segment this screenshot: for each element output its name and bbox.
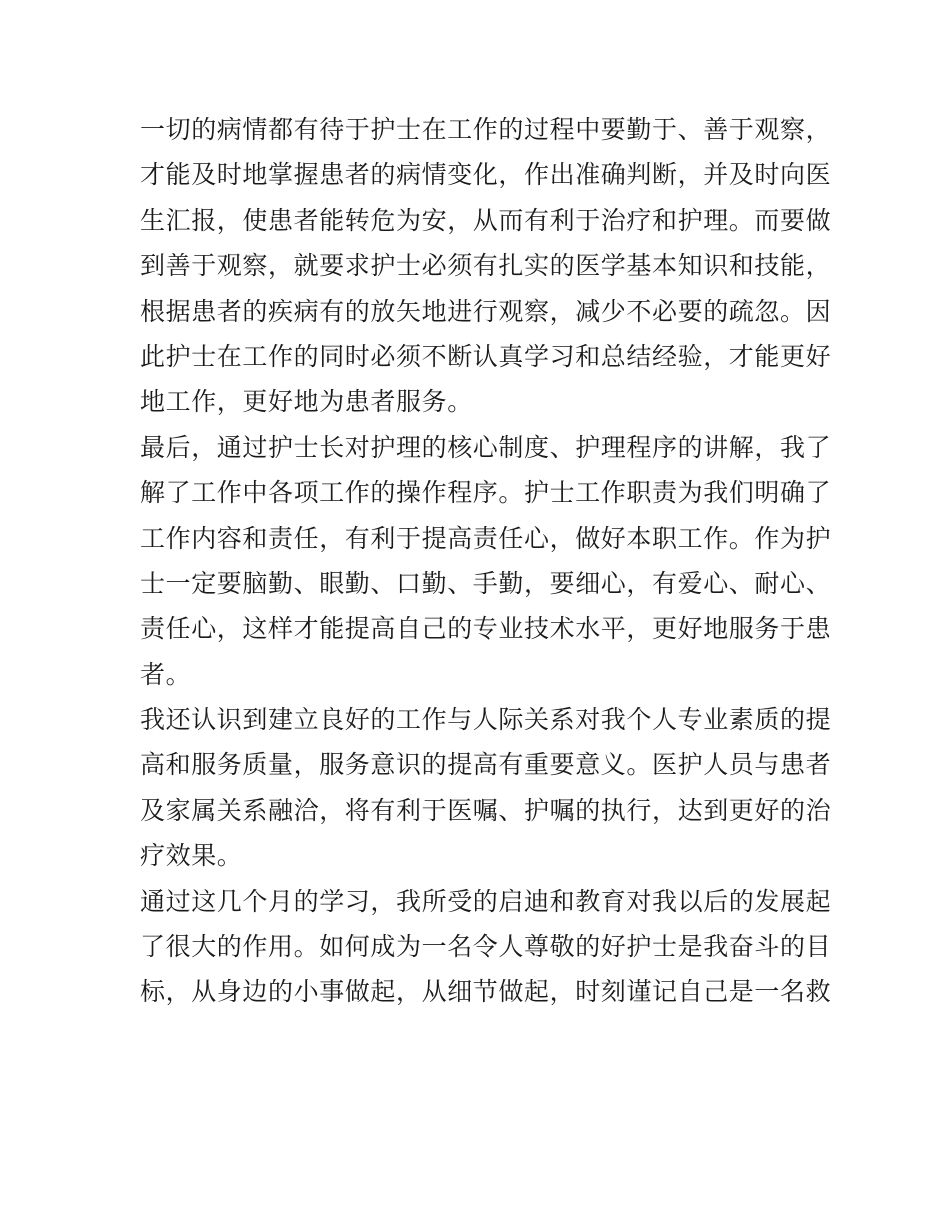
text-line: 疗效果。 — [140, 841, 243, 871]
text-line: 解了工作中各项工作的操作程序。护士工作职责为我们明确了 — [140, 478, 832, 508]
text-line: 此护士在工作的同时必须不断认真学习和总结经验，才能更好 — [140, 341, 832, 371]
text-line: 高和服务质量，服务意识的提高有重要意义。医护人员与患者 — [140, 750, 832, 780]
text-line: 一切的病情都有待于护士在工作的过程中要勤于、善于观察， — [140, 115, 832, 144]
text-line: 最后，通过护士长对护理的核心制度、护理程序的讲解，我了 — [140, 432, 832, 462]
text-line: 到善于观察，就要求护士必须有扎实的医学基本知识和技能， — [140, 251, 832, 281]
text-line: 工作内容和责任，有利于提高责任心，做好本职工作。作为护 — [140, 523, 832, 553]
text-line: 了很大的作用。如何成为一名令人尊敬的好护士是我奋斗的目 — [140, 932, 832, 962]
text-line: 地工作，更好地为患者服务。 — [140, 387, 473, 417]
text-line: 根据患者的疾病有的放矢地进行观察，减少不必要的疏忽。因 — [140, 296, 832, 326]
text-line: 才能及时地掌握患者的病情变化，作出准确判断，并及时向医 — [140, 160, 832, 190]
text-line: 标，从身边的小事做起，从细节做起，时刻谨记自己是一名救 — [140, 977, 832, 1007]
text-line: 者。 — [140, 659, 192, 689]
text-line: 生汇报，使患者能转危为安，从而有利于治疗和护理。而要做 — [140, 205, 832, 235]
text-line: 及家属关系融洽，将有利于医嘱、护嘱的执行，达到更好的治 — [140, 795, 832, 825]
paragraph-1 — [140, 107, 832, 425]
paragraph-4 — [140, 879, 832, 1015]
text-line: 责任心，这样才能提高自己的专业技术水平，更好地服务于患 — [140, 614, 832, 644]
paragraph-3 — [140, 697, 832, 879]
text-line: 我还认识到建立良好的工作与人际关系对我个人专业素质的提 — [140, 705, 832, 735]
paragraph-2 — [140, 425, 832, 697]
text-line: 士一定要脑勤、眼勤、口勤、手勤，要细心，有爱心、耐心、 — [140, 568, 832, 598]
document-body — [140, 107, 832, 1015]
text-line: 通过这几个月的学习，我所受的启迪和教育对我以后的发展起 — [140, 886, 832, 916]
